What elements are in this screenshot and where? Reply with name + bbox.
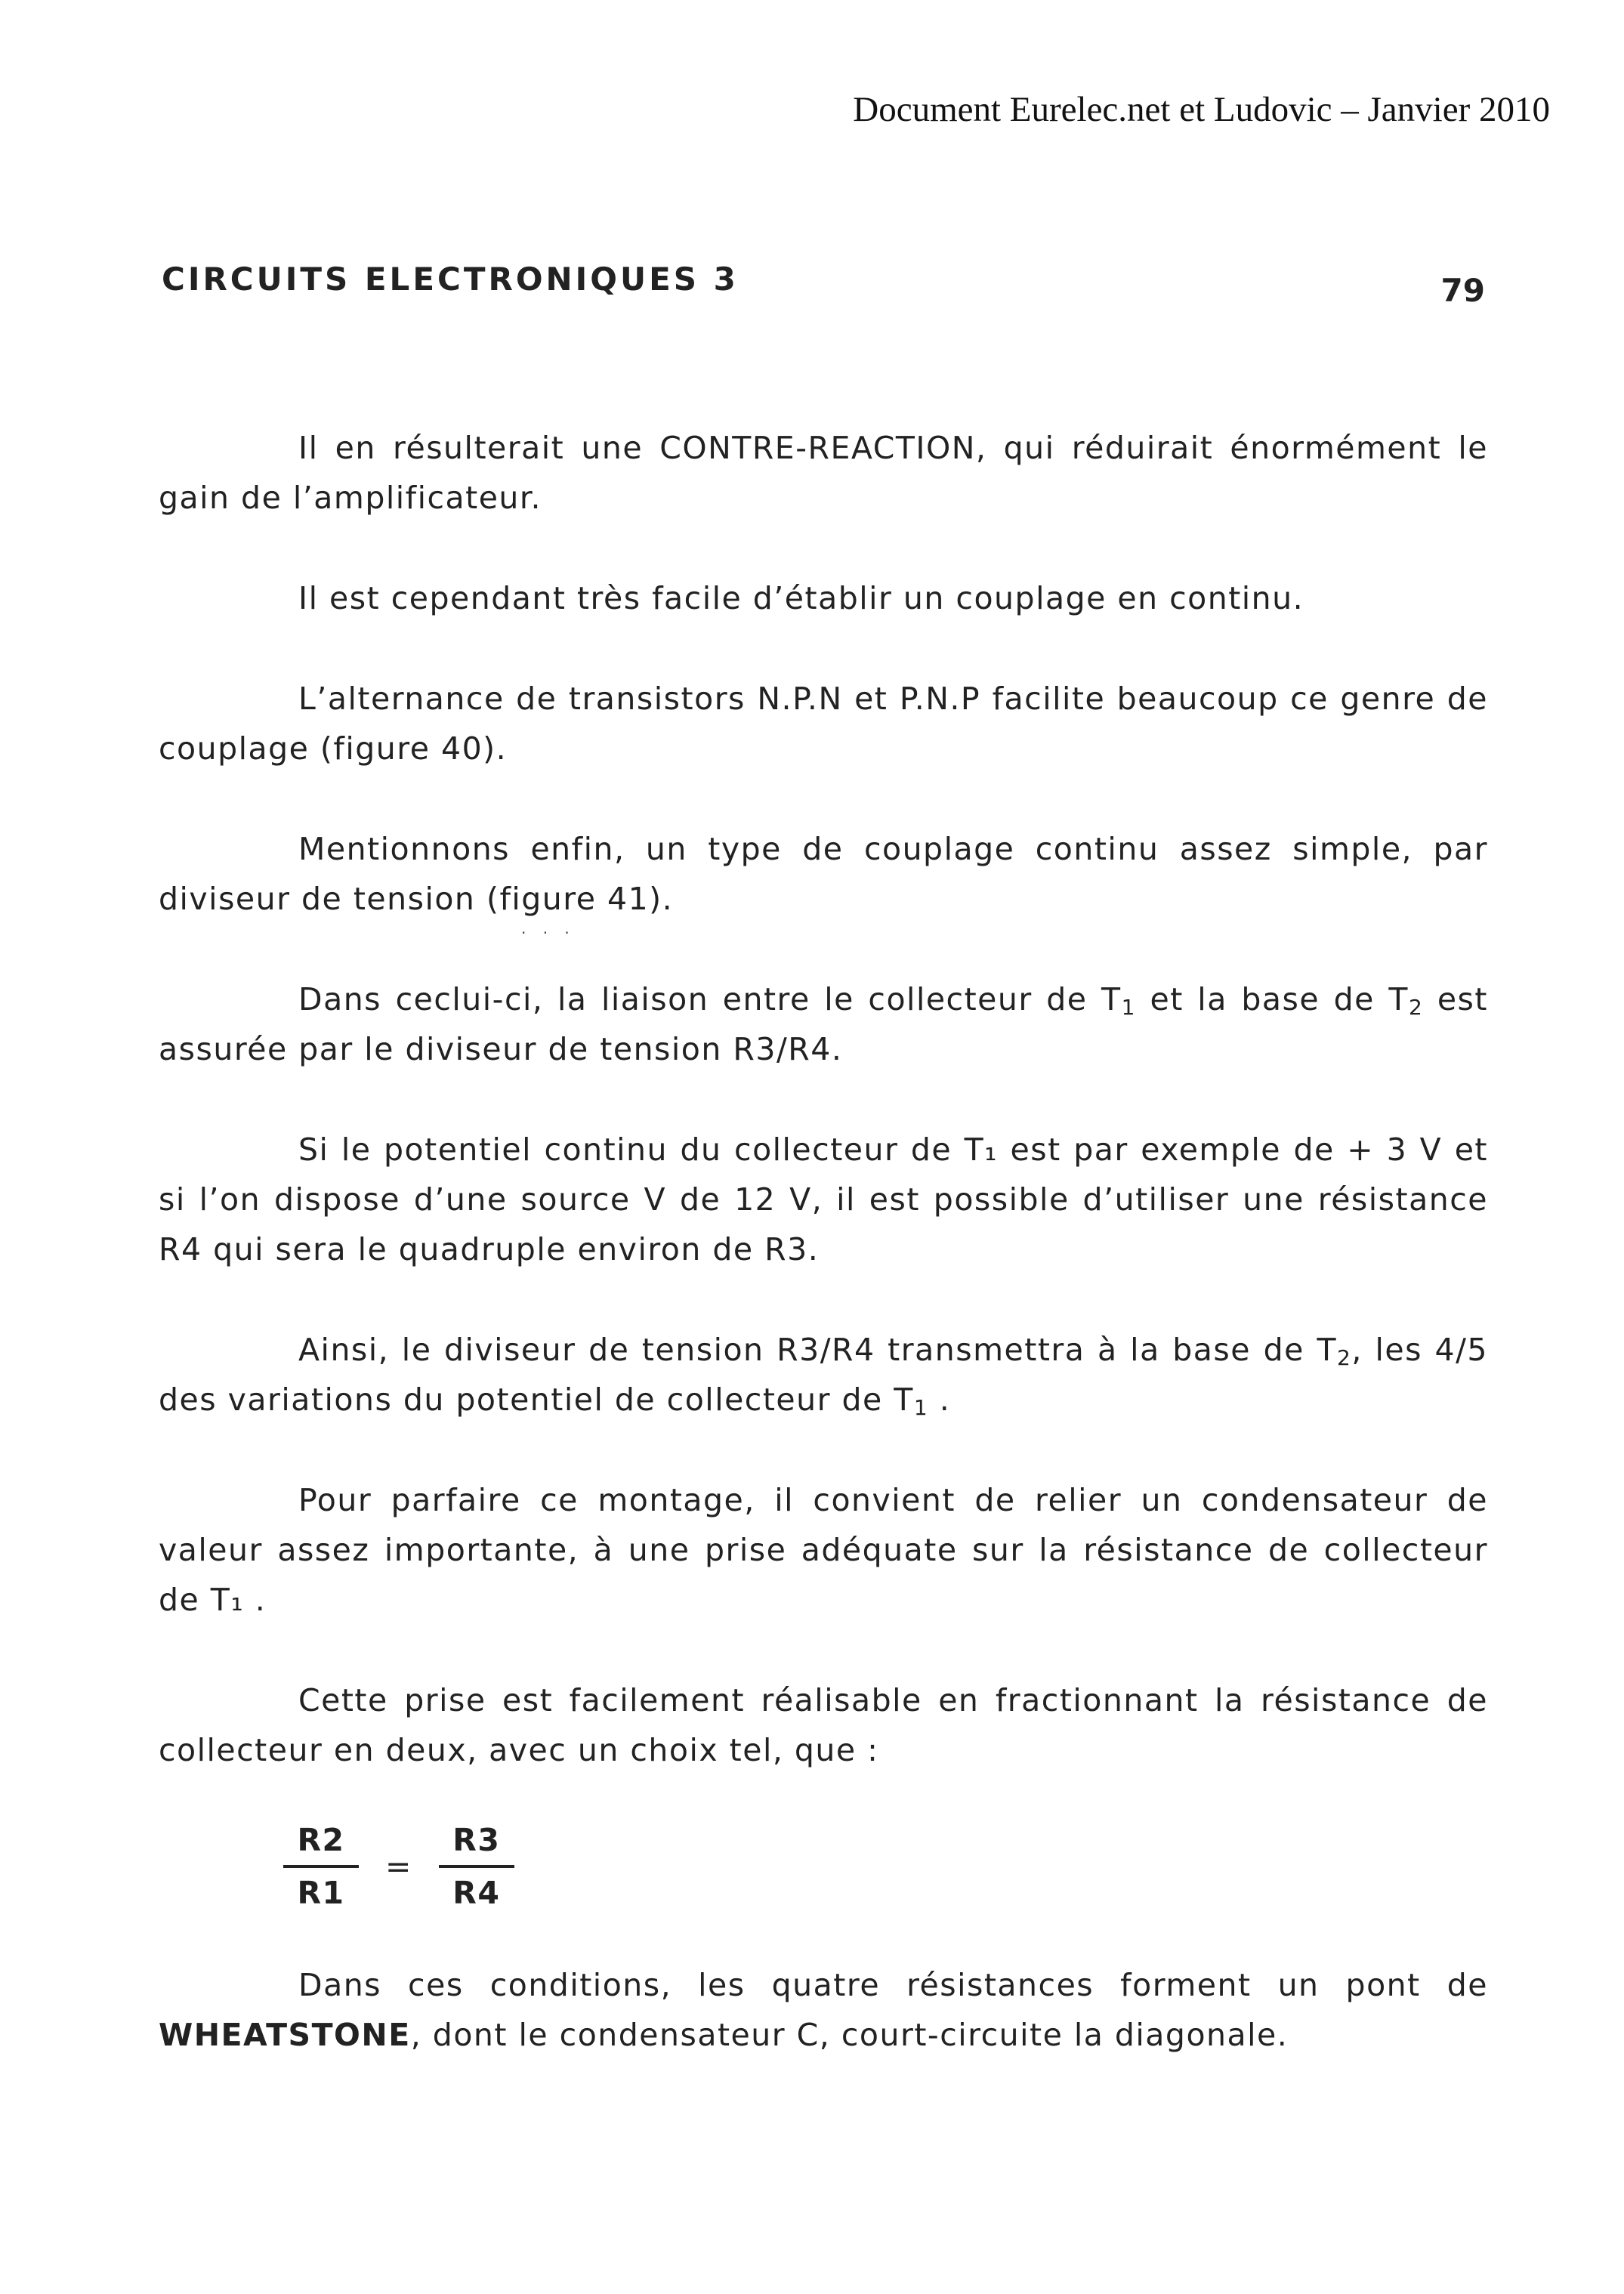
text-run: Dans ces conditions, les quatre résistances forment un pont de bbox=[298, 1967, 1488, 2003]
text-run: . bbox=[928, 1382, 951, 1418]
fraction-bar bbox=[283, 1865, 359, 1868]
running-title: CIRCUITS ELECTRONIQUES 3 bbox=[162, 261, 739, 298]
text-run: Ainsi, le diviseur de tension R3/R4 transmettra à la base de T bbox=[298, 1332, 1337, 1368]
bold-term: WHEATSTONE bbox=[159, 2017, 411, 2053]
page-number: 79 bbox=[1440, 272, 1485, 309]
subscript: 1 bbox=[1121, 995, 1136, 1020]
text-run: Dans ceclui-ci, la liaison entre le collecteur de T bbox=[298, 981, 1122, 1017]
paragraph bbox=[159, 974, 1488, 1074]
text-run: et la base de T bbox=[1135, 981, 1409, 1017]
subscript: 2 bbox=[1337, 1345, 1352, 1370]
subscript: 2 bbox=[1408, 995, 1424, 1020]
header-credit: Document Eurelec.net et Ludovic – Janvier 2010 bbox=[853, 90, 1550, 129]
denominator: R4 bbox=[452, 1875, 501, 1911]
paragraph: Il en résulterait une CONTRE-REACTION, qui réduirait énormément le gain de l’amplificateur. bbox=[159, 430, 1488, 516]
text-run: , dont le condensateur C, court-circuite la diagonale. bbox=[410, 2017, 1289, 2053]
document-body bbox=[159, 423, 1488, 2110]
subscript: 1 bbox=[913, 1395, 929, 1420]
ratio-formula bbox=[279, 1818, 1488, 1915]
numerator: R2 bbox=[297, 1822, 345, 1858]
paragraph: Il est cependant très facile d’établir un couplage en continu. bbox=[298, 580, 1304, 616]
fraction-right bbox=[435, 1818, 518, 1915]
fraction-bar bbox=[439, 1865, 514, 1868]
text-run: , les 4/5 des variations du potentiel de collecteur de T bbox=[159, 1332, 1489, 1418]
fraction-left bbox=[279, 1818, 363, 1915]
equals-sign: = bbox=[385, 1848, 412, 1885]
text-run: est assurée par le diviseur de tension R3/R4. bbox=[159, 981, 1488, 1067]
paragraph: Cette prise est facilement réalisable en fractionnant la résistance de collecteur en deux, avec un choix tel, que : bbox=[159, 1682, 1488, 1768]
paragraph: Pour parfaire ce montage, il convient de relier un condensateur de valeur assez importante, à une prise adéquate sur la résistance de collecteur de T₁ . bbox=[159, 1482, 1488, 1618]
paragraph: Si le potentiel continu du collecteur de T₁ est par exemple de + 3 V et si l’on dispose d’une source V de 12 V, il est possible d’utiliser une résistance R4 qui sera le quadruple environ de R3. bbox=[159, 1132, 1488, 1267]
numerator: R3 bbox=[452, 1822, 501, 1858]
paragraph bbox=[159, 1325, 1488, 1425]
scan-speck: · · · bbox=[521, 924, 576, 942]
denominator: R1 bbox=[297, 1875, 345, 1911]
paragraph: Mentionnons enfin, un type de couplage continu assez simple, par diviseur de tension (figure 41). bbox=[159, 831, 1488, 917]
paragraph: L’alternance de transistors N.P.N et P.N.P facilite beaucoup ce genre de couplage (figure 40). bbox=[159, 681, 1488, 767]
paragraph bbox=[159, 1960, 1488, 2060]
